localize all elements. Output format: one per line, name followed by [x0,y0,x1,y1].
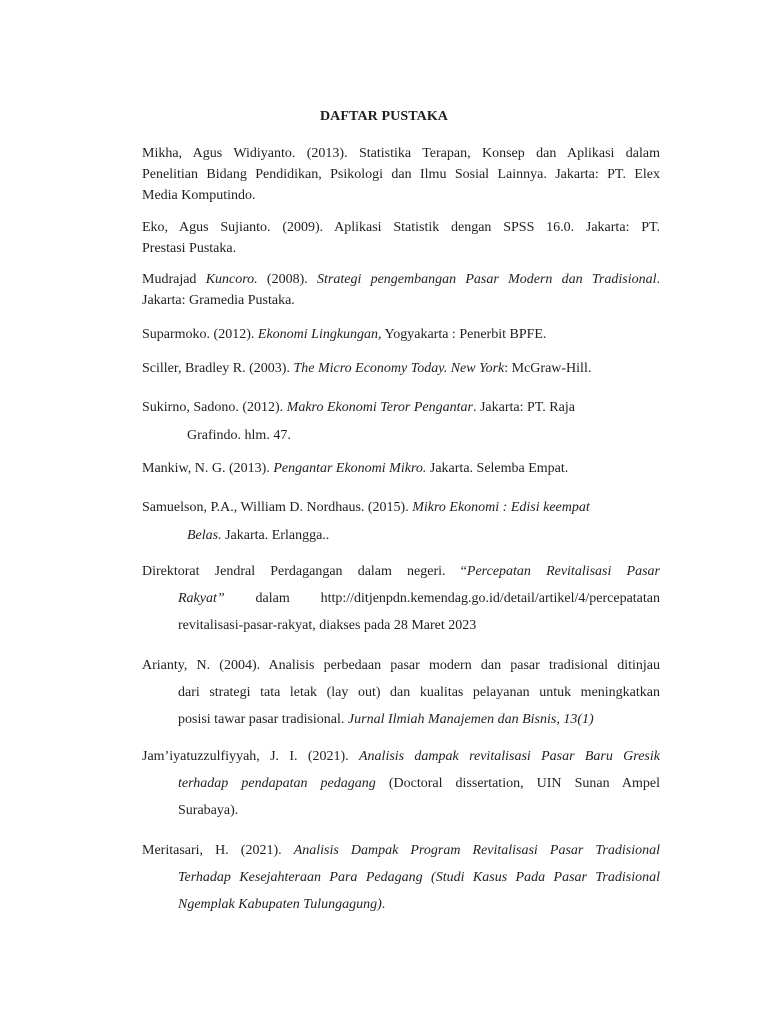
reference-italic-text: Belas. [187,528,222,543]
reference-text: Prestasi Pustaka. [142,241,237,256]
reference-entry [142,491,660,546]
reference-text: revitalisasi-pasar-rakyat, diakses pada 28 Maret 2023 [178,618,477,633]
reference-italic-text: Ekonomi Lingkungan, [257,327,382,342]
reference-entry [142,143,660,206]
reference-italic-text: Terhadap Kesejahteraan Para Pedagang (Studi Kasus Pada Pasar Tradisional [178,870,660,885]
reference-line [142,770,660,797]
reference-italic-text: Ngemplak Kabupaten Tulungagung) [178,897,382,912]
reference-entry [142,324,660,345]
reference-line [142,525,660,546]
reference-text: : McGraw-Hill. [504,361,592,376]
reference-text: Direktorat Jendral Perdagangan dalam negeri. “ [142,564,467,579]
reference-italic-text: Mikro Ekonomi : Edisi keempat [412,500,590,515]
reference-line [142,238,660,259]
reference-italic-text: Strategi pengembangan Pasar Modern dan Tradisional [317,272,657,287]
reference-line [142,269,660,290]
reference-italic-text: Jurnal Ilmiah Manajemen dan Bisnis, 13(1) [347,712,594,727]
reference-line [142,217,660,238]
reference-entry [142,217,660,259]
reference-line [142,491,660,525]
reference-italic-text: Kuncoro. [205,272,258,287]
reference-italic-text: The Micro Economy Today. New York [293,361,505,376]
reference-text: Mankiw, N. G. (2013). [142,461,274,476]
reference-line [142,164,660,185]
reference-text: dalam http://ditjenpdn.kemendag.go.id/detail/artikel/4/percepatatan [224,591,660,606]
reference-line [142,864,660,891]
reference-text: Surabaya). [178,803,239,818]
reference-line [142,891,660,918]
reference-text: Media Komputindo. [142,188,256,203]
reference-italic-text: Analisis dampak revitalisasi Pasar Baru Gresik [359,749,660,764]
reference-italic-text: Percepatan Revitalisasi Pasar [466,564,660,579]
reference-text: (Doctoral dissertation, UIN Sunan Ampel [375,776,661,791]
reference-entry [142,458,660,479]
reference-text: Suparmoko. (2012). [142,327,258,342]
page-title: DAFTAR PUSTAKA [319,109,449,124]
reference-text: Sciller, Bradley R. (2003). [142,361,294,376]
reference-text: . [656,272,660,287]
reference-line [142,585,660,612]
reference-text: . [381,897,386,912]
reference-line [142,797,660,824]
reference-text: Arianty, N. (2004). Analisis perbedaan pasar modern dan pasar tradisional ditinjau [142,658,660,673]
reference-line [142,837,660,864]
reference-entry [142,652,660,733]
reference-text: . Jakarta: PT. Raja [472,400,575,415]
reference-italic-text: Analisis Dampak Program Revitalisasi Pasar Tradisional [293,843,660,858]
reference-line [142,743,660,770]
reference-line [142,679,660,706]
reference-entry [142,391,660,446]
reference-line [142,612,660,639]
reference-line [142,358,660,379]
reference-line [142,458,660,479]
reference-line [142,324,660,345]
reference-italic-text: Pengantar Ekonomi Mikro. [273,461,427,476]
reference-text: Eko, Agus Sujianto. (2009). Aplikasi Statistik dengan SPSS 16.0. Jakarta: PT. [142,220,660,235]
reference-text: Grafindo. hlm. 47. [187,428,291,443]
reference-line [142,185,660,206]
reference-text: (2008). [257,272,317,287]
reference-text: Mudrajad [142,272,206,287]
reference-text: Jakarta. Selemba Empat. [426,461,569,476]
reference-text: Jakarta. Erlangga.. [221,528,330,543]
reference-line [142,652,660,679]
reference-text: Jam’iyatuzzulfiyyah, J. I. (2021). [142,749,359,764]
reference-text: Sukirno, Sadono. (2012). [142,400,287,415]
reference-line [142,143,660,164]
reference-text: Mikha, Agus Widiyanto. (2013). Statistika Terapan, Konsep dan Aplikasi dalam [142,146,660,161]
reference-text: Jakarta: Gramedia Pustaka. [142,293,295,308]
reference-line [142,558,660,585]
reference-line [142,391,660,425]
reference-text: dari strategi tata letak (lay out) dan kualitas pelayanan untuk meningkatkan [178,685,660,700]
reference-text: Meritasari, H. (2021). [142,843,294,858]
reference-entry [142,837,660,918]
reference-entry [142,558,660,639]
reference-italic-text: Rakyat” [178,591,225,606]
reference-entry [142,358,660,379]
reference-line [142,290,660,311]
reference-text: Penelitian Bidang Pendidikan, Psikologi dan Ilmu Sosial Lainnya. Jakarta: PT. Elex [142,167,660,182]
reference-line [142,706,660,733]
reference-text: Yogyakarta : Penerbit BPFE. [381,327,547,342]
reference-text: posisi tawar pasar tradisional. [178,712,348,727]
reference-entry [142,269,660,311]
reference-italic-text: Makro Ekonomi Teror Pengantar [286,400,473,415]
reference-line [142,425,660,446]
reference-text: Samuelson, P.A., William D. Nordhaus. (2015). [142,500,413,515]
reference-entry [142,743,660,824]
reference-italic-text: terhadap pendapatan pedagang [178,776,376,791]
